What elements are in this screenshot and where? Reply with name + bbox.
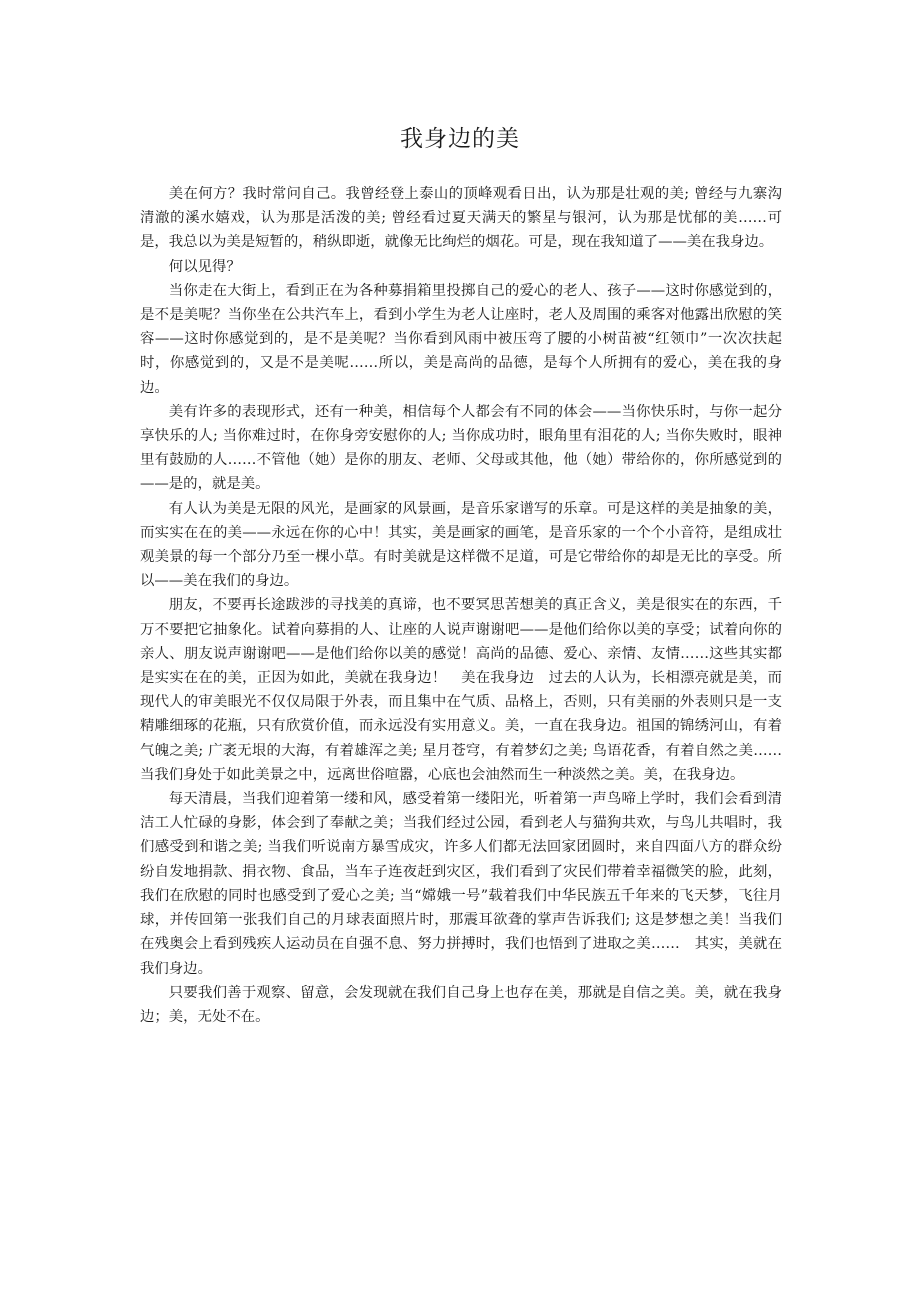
paragraph: 每天清晨，当我们迎着第一缕和风，感受着第一缕阳光，听着第一声鸟啼上学时，我们会看到清洁工人忙碌的身影，体会到了奉献之美；当我们经过公园，看到老人与猫狗共欢，与鸟儿共唱时，我们感受到和谐之美; 当我们听说南方暴雪成灾，许多人们都无法回家团圆时，来自四面八方的群众纷纷自发地捐款、捐衣物、食品，当车子连夜赶到灾区，我们看到了灾民们带着幸福微笑的脸，此刻，我们在欣慰的同时也感受到了爱心之美; 当“嫦娥一号”载着我们中华民族五千年来的飞天梦，飞往月球，并传回第一张我们自己的月球表面照片时，那震耳欲聋的掌声告诉我们; 这是梦想之美！当我们在残奥会上看到残疾人运动员在自强不息、努力拼搏时，我们也悟到了进取之美…… 其实，美就在我们身边。 [140,791,782,977]
paragraph: 有人认为美是无限的风光，是画家的风景画，是音乐家谱写的乐章。可是这样的美是抽象的美，而实实在在的美——永远在你的心中！其实，美是画家的画笔，是音乐家的一个个小音符，是组成壮观美景的每一个部分乃至一棵小草。有时美就是这样微不足道，可是它带给你的却是无比的享受。所以——美在我们的身边。 [140,500,782,590]
paragraph: 当你走在大街上，看到正在为各种募捐箱里投掷自己的爱心的老人、孩子——这时你感觉到的，是不是美呢？当你坐在公共汽车上，看到小学生为老人让座时，老人及周围的乘客对他露出欣慰的笑容——这时你感觉到的，是不是美呢？当你看到风雨中被压弯了腰的小树苗被“红领巾”一次次扶起时，你感觉到的，又是不是美呢……所以，美是高尚的品德，是每个人所拥有的爱心，美在我的身边。 [140,282,782,396]
document-body [140,182,782,1029]
document-title: 我身边的美 [400,126,520,152]
paragraph: 只要我们善于观察、留意，会发现就在我们自己身上也存在美，那就是自信之美。美，就在我身边；美，无处不在。 [140,984,782,1025]
paragraph: 美在何方？我时常问自己。我曾经登上泰山的顶峰观看日出，认为那是壮观的美; 曾经与九寨沟清澈的溪水嬉戏，认为那是活泼的美; 曾经看过夏天满天的繁星与银河，认为那是忧郁的美……可是，我总以为美是短暂的，稍纵即逝，就像无比绚烂的烟花。可是，现在我知道了——美在我身边。 [140,186,782,251]
paragraph: 朋友，不要再长途跋涉的寻找美的真谛，也不要冥思苦想美的真正含义，美是很实在的东西，千万不要把它抽象化。试着向募捐的人、让座的人说声谢谢吧——是他们给你以美的享受；试着向你的亲人、朋友说声谢谢吧——是他们给你以美的感觉！高尚的品德、爱心、亲情、友情……这些其实都是实实在在的美，正因为如此，美就在我身边！ 美在我身边 过去的人认为，长相漂亮就是美，而现代人的审美眼光不仅仅局限于外表，而且集中在气质、品格上，否则，只有美丽的外表则只是一支精雕细琢的花瓶，只有欣赏价值，而永远没有实用意义。美，一直在我身边。祖国的锦绣河山，有着气魄之美; 广袤无垠的大海，有着雄浑之美; 星月苍穹，有着梦幻之美; 鸟语花香，有着自然之美……当我们身处于如此美景之中，远离世俗喧嚣，心底也会油然而生一种淡然之美。美，在我身边。 [140,597,782,783]
paragraph: 美有许多的表现形式，还有一种美，相信每个人都会有不同的体会——当你快乐时，与你一起分享快乐的人; 当你难过时，在你身旁安慰你的人; 当你成功时，眼角里有泪花的人; 当你失败时，眼神里有鼓励的人……不管他（她）是你的朋友、老师、父母或其他，他（她）带给你的，你所感觉到的——是的，就是美。 [140,403,782,493]
paragraph: 何以见得？ [168,258,241,275]
